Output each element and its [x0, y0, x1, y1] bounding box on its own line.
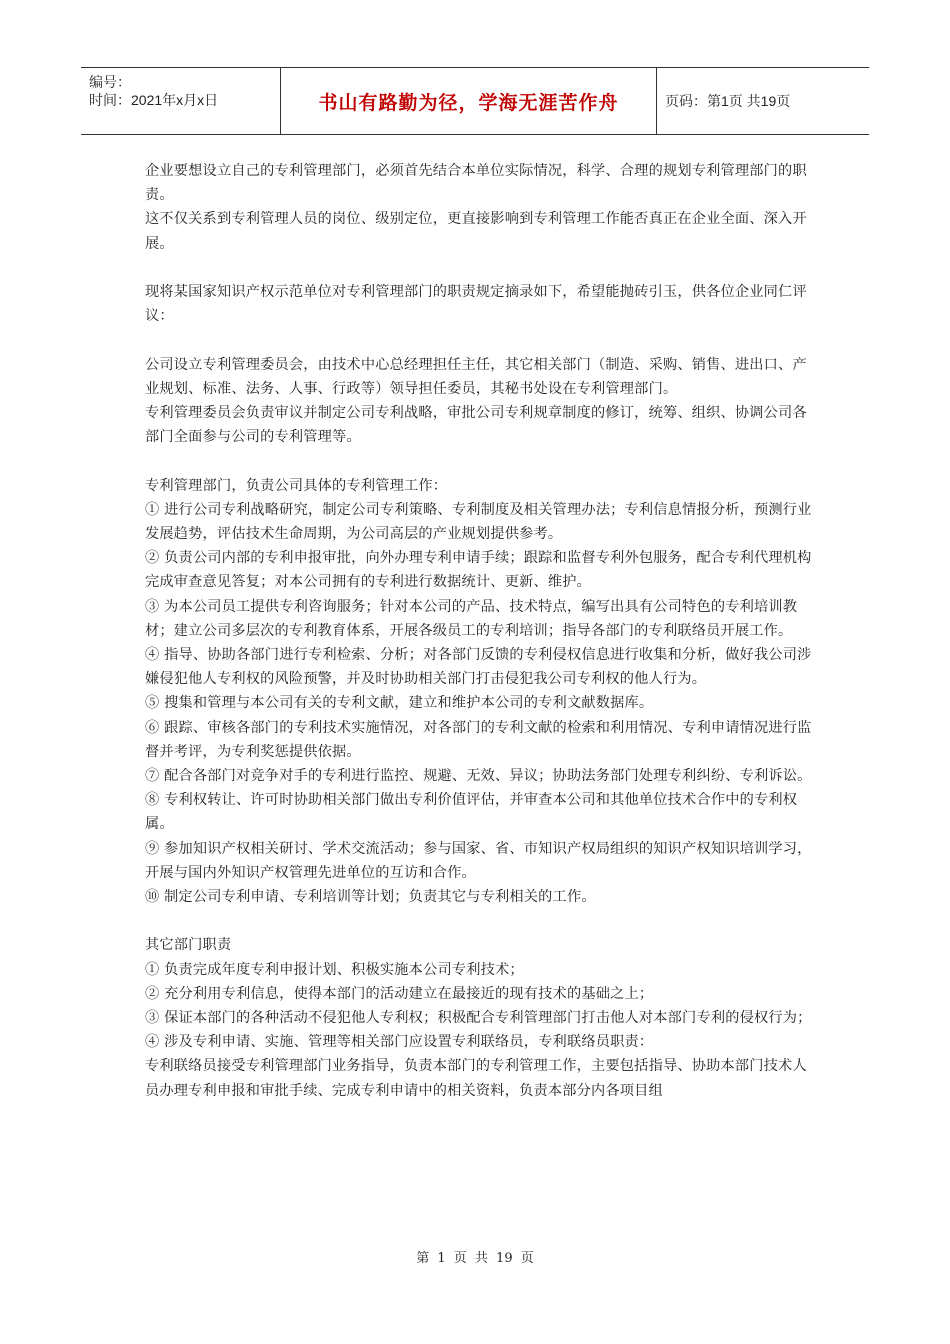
- body-paragraph: 这不仅关系到专利管理人员的岗位、级别定位，更直接影响到专利管理工作能否真正在企业全面、深入开展。: [145, 211, 807, 252]
- header-page-info: 页码：第1页 共19页: [665, 93, 791, 109]
- body-paragraph: ⑧ 专利权转让、许可时协助相关部门做出专利价值评估，并审查本公司和其他单位技术合作中的专利权属。: [145, 792, 798, 833]
- body-paragraph: ⑤ 搜集和管理与本公司有关的专利文献，建立和维护本公司的专利文献数据库。: [145, 695, 654, 712]
- document-body: [145, 159, 813, 1103]
- paragraph-spacer: [145, 909, 813, 933]
- document-number-label: 编号：: [89, 74, 131, 90]
- body-paragraph: 现将某国家知识产权示范单位对专利管理部门的职责规定摘录如下，希望能抛砖引玉，供各位企业同仁评议：: [145, 284, 807, 325]
- body-paragraph: 其它部门职责: [145, 937, 232, 954]
- header-page-cell: [657, 68, 869, 134]
- body-paragraph: 专利管理委员会负责审议并制定公司专利战略，审批公司专利规章制度的修订，统筹、组织、协调公司各部门全面参与公司的专利管理等。: [145, 405, 807, 446]
- page-footer: 第 1 页 共 19 页: [416, 1251, 534, 1266]
- document-date-label: 时间：2021年x月x日: [89, 92, 219, 108]
- body-paragraph: ② 负责公司内部的专利申报审批，向外办理专利申请手续；跟踪和监督专利外包服务，配合专利代理机构完成审查意见答复；对本公司拥有的专利进行数据统计、更新、维护。: [145, 550, 812, 591]
- body-paragraph: ⑨ 参加知识产权相关研讨、学术交流活动；参与国家、省、市知识产权局组织的知识产权知识培训学习，开展与国内外知识产权管理先进单位的互访和合作。: [145, 840, 812, 881]
- body-paragraph: 专利联络员接受专利管理部门业务指导，负责本部门的专利管理工作，主要包括指导、协助本部门技术人员办理专利申报和审批手续、完成专利申请中的相关资料，负责本部分内各项目组: [145, 1058, 807, 1099]
- paragraph-spacer: [145, 328, 813, 352]
- header-slogan: 书山有路勤为径，学海无涯苦作舟: [318, 91, 619, 114]
- paragraph-spacer: [145, 449, 813, 473]
- header-meta-cell: [81, 68, 281, 134]
- body-paragraph: ④ 指导、协助各部门进行专利检索、分析；对各部门反馈的专利侵权信息进行收集和分析，做好我公司涉嫌侵犯他人专利权的风险预警，并及时协助相关部门打击侵犯我公司专利权的他人行为。: [145, 647, 812, 688]
- body-paragraph: ① 负责完成年度专利申报计划、积极实施本公司专利技术；: [145, 961, 524, 978]
- body-paragraph: ⑥ 跟踪、审核各部门的专利技术实施情况，对各部门的专利文献的检索和利用情况、专利申请情况进行监督并考评，为专利奖惩提供依据。: [145, 719, 812, 760]
- body-paragraph: ⑩ 制定公司专利申请、专利培训等计划；负责其它与专利相关的工作。: [145, 889, 596, 906]
- body-paragraph: ③ 为本公司员工提供专利咨询服务；针对本公司的产品、技术特点，编写出具有公司特色的专利培训教材；建立公司多层次的专利教育体系，开展各级员工的专利培训；指导各部门的专利联络员开展工作。: [145, 598, 798, 639]
- body-paragraph: ④ 涉及专利申请、实施、管理等相关部门应设置专利联络员，专利联络员职责：: [145, 1034, 654, 1051]
- body-paragraph: ② 充分利用专利信息，使得本部门的活动建立在最接近的现有技术的基础之上；: [145, 985, 654, 1002]
- body-paragraph: ⑦ 配合各部门对竞争对手的专利进行监控、规避、无效、异议；协助法务部门处理专利纠纷、专利诉讼。: [145, 768, 812, 785]
- body-paragraph: 企业要想设立自己的专利管理部门，必须首先结合本单位实际情况，科学、合理的规划专利管理部门的职责。: [145, 163, 807, 204]
- body-paragraph: 公司设立专利管理委员会，由技术中心总经理担任主任，其它相关部门（制造、采购、销售、进出口、产业规划、标准、法务、人事、行政等）领导担任委员，其秘书处设在专利管理部门。: [145, 356, 807, 397]
- paragraph-spacer: [145, 256, 813, 280]
- body-paragraph: ③ 保证本部门的各种活动不侵犯他人专利权；积极配合专利管理部门打击他人对本部门专利的侵权行为；: [145, 1010, 812, 1027]
- body-paragraph: ① 进行公司专利战略研究，制定公司专利策略、专利制度及相关管理办法；专利信息情报分析，预测行业发展趋势，评估技术生命周期，为公司高层的产业规划提供参考。: [145, 501, 812, 542]
- body-paragraph: 专利管理部门，负责公司具体的专利管理工作：: [145, 477, 448, 494]
- document-header: [81, 67, 869, 135]
- header-slogan-cell: [281, 68, 657, 134]
